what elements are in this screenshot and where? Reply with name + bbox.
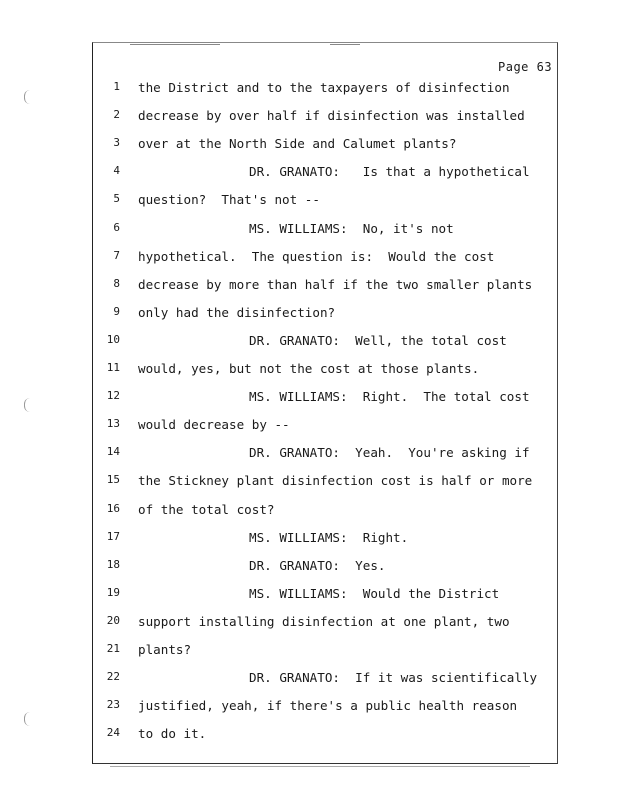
line-number: 14	[106, 445, 120, 459]
transcript-line	[92, 614, 558, 634]
page-number: Page 63	[498, 60, 553, 74]
transcript-line	[92, 249, 558, 269]
scan-artifact	[130, 44, 220, 45]
transcript-line	[92, 726, 558, 746]
transcript-line	[92, 136, 558, 156]
transcript-line	[92, 502, 558, 522]
line-number: 6	[113, 220, 120, 234]
line-text: question? That's not --	[138, 192, 320, 208]
line-text: to do it.	[138, 726, 207, 742]
line-text: support installing disinfection at one plant, two	[138, 613, 510, 629]
transcript-line	[92, 417, 558, 437]
line-text: decrease by over half if disinfection was installed	[138, 108, 525, 124]
line-text: MS. WILLIAMS: Right. The total cost	[249, 389, 530, 405]
line-number: 20	[106, 613, 120, 627]
transcript-line	[92, 558, 558, 578]
binder-hole-mark	[24, 398, 31, 412]
line-text: the Stickney plant disinfection cost is half or more	[138, 473, 533, 489]
transcript-line	[92, 389, 558, 409]
line-text: DR. GRANATO: If it was scientifically	[249, 670, 538, 686]
transcript-line	[92, 473, 558, 493]
line-number: 8	[113, 276, 120, 290]
line-number: 1	[113, 80, 120, 93]
line-number: 4	[113, 164, 120, 178]
line-text: MS. WILLIAMS: No, it's not	[249, 220, 454, 236]
transcript-line	[92, 277, 558, 297]
line-text: hypothetical. The question is: Would the cost	[138, 248, 495, 264]
transcript-line	[92, 586, 558, 606]
line-text: of the total cost?	[138, 501, 275, 517]
line-number: 11	[106, 361, 120, 374]
line-number: 24	[106, 726, 120, 740]
line-number: 19	[106, 585, 120, 599]
binder-hole-mark	[24, 90, 31, 104]
line-number: 12	[106, 389, 120, 403]
line-number: 18	[106, 557, 120, 571]
line-text: MS. WILLIAMS: Right.	[249, 529, 409, 545]
line-text: plants?	[138, 642, 192, 657]
line-number: 3	[113, 136, 120, 150]
line-text: DR. GRANATO: Well, the total cost	[249, 332, 507, 348]
line-number: 22	[106, 670, 120, 684]
line-text: MS. WILLIAMS: Would the District	[249, 585, 500, 601]
line-text: over at the North Side and Calumet plants?	[138, 136, 457, 152]
line-number: 17	[106, 529, 120, 543]
line-text: decrease by more than half if the two smaller plants	[138, 276, 533, 292]
transcript-line	[92, 108, 558, 128]
transcript-line	[92, 333, 558, 353]
line-text: only had the disinfection?	[138, 304, 336, 320]
scan-artifact	[330, 44, 360, 45]
line-number: 13	[106, 417, 120, 431]
line-number: 7	[113, 248, 120, 262]
line-number: 15	[106, 473, 120, 487]
line-text: DR. GRANATO: Yes.	[249, 557, 386, 573]
transcript-line	[92, 192, 558, 212]
line-number: 23	[106, 698, 120, 712]
line-text: DR. GRANATO: Yeah. You're asking if	[249, 445, 530, 461]
line-text: DR. GRANATO: Is that a hypothetical	[249, 164, 530, 180]
transcript-line	[92, 530, 558, 550]
line-number: 21	[106, 642, 120, 655]
transcript-line	[92, 670, 558, 690]
line-text: would, yes, but not the cost at those plants.	[138, 361, 480, 376]
line-text: justified, yeah, if there's a public health reason	[138, 698, 518, 714]
scan-artifact	[110, 766, 530, 767]
transcript-line	[92, 305, 558, 325]
transcript-line	[92, 642, 558, 662]
binder-hole-mark	[24, 712, 31, 726]
line-number: 10	[106, 332, 120, 346]
transcript-line	[92, 698, 558, 718]
line-text: would decrease by --	[138, 417, 290, 433]
transcript-line	[92, 80, 558, 100]
transcript-line	[92, 164, 558, 184]
transcript-line	[92, 221, 558, 241]
transcript-line	[92, 361, 558, 381]
line-text: the District and to the taxpayers of disinfection	[138, 80, 510, 95]
line-number: 5	[113, 192, 120, 206]
line-number: 9	[113, 304, 120, 318]
transcript-line	[92, 445, 558, 465]
line-number: 2	[113, 108, 120, 122]
line-number: 16	[106, 501, 120, 515]
